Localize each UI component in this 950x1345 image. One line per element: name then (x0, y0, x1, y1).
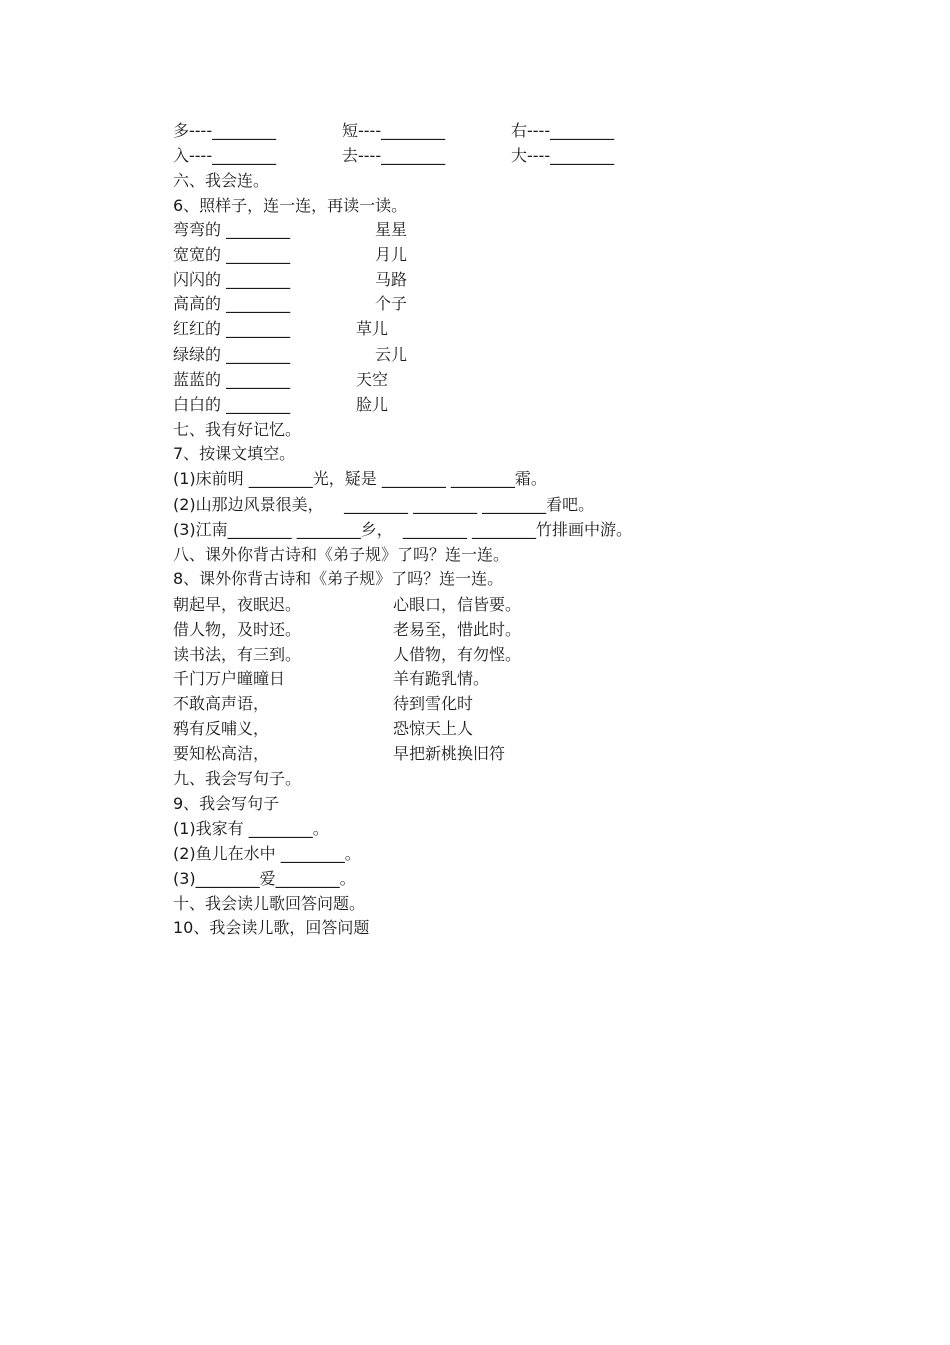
section-heading: 九、我会写句子。 (173, 769, 302, 788)
poem-right-line: 恐惊天上人 (393, 719, 474, 738)
question-instruction: 6、照样子，连一连，再读一读。 (173, 196, 408, 215)
antonym-item: 大----________ (511, 146, 615, 165)
sentence-line: (1)我家有 ________。 (173, 819, 329, 838)
poem-left-line: 鸦有反哺义， (173, 719, 270, 738)
question-instruction: 10、我会读儿歌，回答问题 (173, 918, 370, 937)
fill-blank-line: (2)山那边风景很美， ________ ________ ________看吧。 (173, 495, 595, 514)
section-heading: 八、课外你背古诗和《弟子规》了吗？连一连。 (173, 545, 510, 564)
match-left-item: 红红的 ________ (173, 319, 291, 338)
match-left-item: 绿绿的 ________ (173, 345, 291, 364)
poem-left-line: 读书法，有三到。 (173, 645, 302, 664)
poem-left-line: 借人物，及时还。 (173, 620, 302, 639)
question-instruction: 9、我会写句子 (173, 794, 280, 813)
antonym-item: 多----________ (173, 121, 277, 140)
section-heading: 六、我会连。 (173, 171, 270, 190)
match-right-item: 脸儿 (356, 395, 389, 414)
poem-left-line: 不敢高声语， (173, 694, 270, 713)
antonym-item: 入----________ (173, 146, 277, 165)
poem-left-line: 千门万户曈曈日 (173, 669, 286, 688)
antonym-item: 去----________ (342, 146, 446, 165)
poem-right-line: 早把新桃换旧符 (393, 744, 506, 763)
match-left-item: 宽宽的 ________ (173, 245, 291, 264)
poem-right-line: 老易至，惜此时。 (393, 620, 522, 639)
fill-blank-line: (1)床前明 ________光，疑是 ________ ________霜。 (173, 469, 547, 488)
match-left-item: 弯弯的 ________ (173, 220, 291, 239)
match-left-item: 白白的 ________ (173, 395, 291, 414)
match-left-item: 高高的 ________ (173, 294, 291, 313)
section-heading: 七、我有好记忆。 (173, 420, 302, 439)
poem-right-line: 人借物，有勿悭。 (393, 645, 522, 664)
match-right-item: 云儿 (375, 345, 408, 364)
question-instruction: 8、课外你背古诗和《弟子规》了吗？连一连。 (173, 569, 504, 588)
poem-right-line: 心眼口，信皆要。 (393, 595, 522, 614)
match-right-item: 月儿 (375, 245, 408, 264)
match-left-item: 闪闪的 ________ (173, 270, 291, 289)
section-heading: 十、我会读儿歌回答问题。 (173, 894, 366, 913)
match-right-item: 个子 (375, 294, 408, 313)
match-left-item: 蓝蓝的 ________ (173, 370, 291, 389)
match-right-item: 星星 (375, 220, 408, 239)
fill-blank-line: (3)江南________ ________乡， ________ ________竹排画中游。 (173, 520, 633, 539)
match-right-item: 天空 (356, 370, 389, 389)
question-instruction: 7、按课文填空。 (173, 444, 296, 463)
poem-right-line: 待到雪化时 (393, 694, 474, 713)
poem-right-line: 羊有跪乳情。 (393, 669, 490, 688)
antonym-item: 短----________ (342, 121, 446, 140)
poem-left-line: 朝起早，夜眠迟。 (173, 595, 302, 614)
match-right-item: 草儿 (356, 319, 389, 338)
match-right-item: 马路 (375, 270, 408, 289)
sentence-line: (3)________爱________。 (173, 869, 356, 888)
poem-left-line: 要知松高洁， (173, 744, 270, 763)
antonym-item: 右----________ (511, 121, 615, 140)
sentence-line: (2)鱼儿在水中 ________。 (173, 844, 361, 863)
